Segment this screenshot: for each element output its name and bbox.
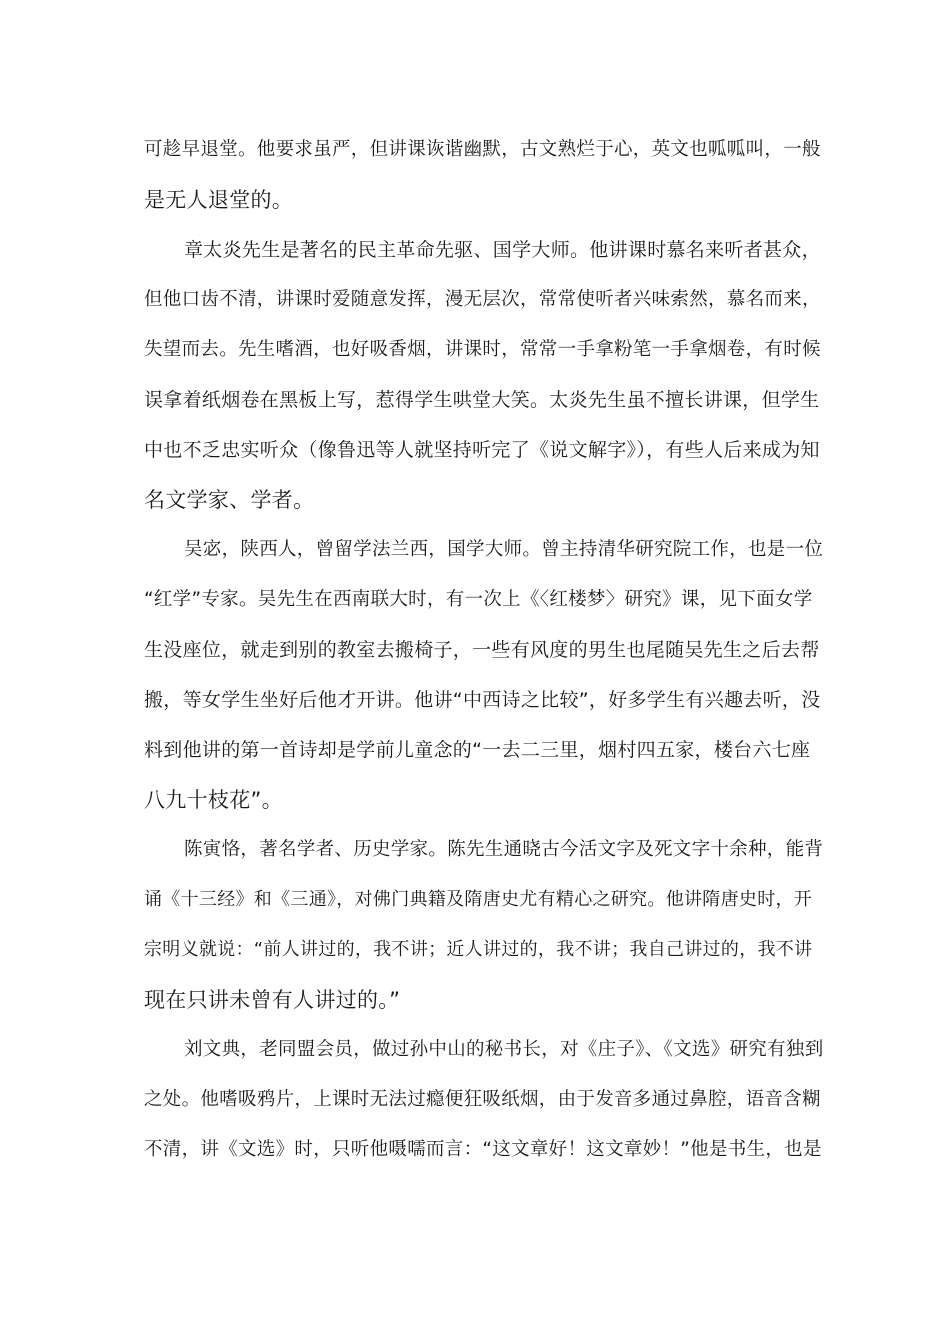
text-line: 可趁早退堂。他要求虽严，但讲课诙谐幽默，古文熟烂于心，英文也呱呱叫，一般 <box>144 139 821 160</box>
paragraph-start: 章太炎先生是著名的民主革命先驱、国学大师。他讲课时慕名来听者甚众， <box>184 239 821 261</box>
text-line: 料到他讲的第一首诗却是学前儿童念的“一去二三里，烟村四五家，楼台六七座 <box>144 739 811 761</box>
text-line: “红学”专家。吴先生在西南联大时，有一次上《〈红楼梦〉研究》课，见下面女学 <box>144 589 813 610</box>
text-line: 失望而去。先生嗜酒，也好吸香烟，讲课时，常常一手拿粉笔一手拿烟卷，有时候 <box>144 339 821 360</box>
paragraph-start: 吴宓，陕西人，曾留学法兰西，国学大师。曾主持清华研究院工作，也是一位 <box>184 539 824 560</box>
text-line: 之处。他嗜吸鸦片，上课时无法过瘾便狂吸纸烟，由于发音多通过鼻腔，语音含糊 <box>144 1089 821 1110</box>
text-line: 宗明义就说：“前人讲过的，我不讲；近人讲过的，我不讲；我自己讲过的，我不讲 <box>144 939 813 960</box>
text-line: 误拿着纸烟卷在黑板上写，惹得学生哄堂大笑。太炎先生虽不擅长讲课，但学生 <box>144 389 820 411</box>
text-line: 搬，等女学生坐好后他才开讲。他讲“中西诗之比较”，好多学生有兴趣去听，没 <box>144 689 821 711</box>
text-line: 诵《十三经》和《三通》，对佛门典籍及隋唐史尤有精心之研究。他讲隋唐史时，开 <box>144 889 813 910</box>
text-line: 现在只讲未曾有人讲过的。” <box>144 988 401 1012</box>
text-line: 不清，讲《文选》时，只听他嗫嚅而言：“这文章好！这文章妙！”他是书生，也是 <box>144 1139 822 1160</box>
text-line: 但他口齿不清，讲课时爱随意发挥，漫无层次，常常使听者兴味索然，慕名而来， <box>144 289 821 310</box>
text-line: 生没座位，就走到别的教室去搬椅子，一些有风度的男生也尾随吴先生之后去帮 <box>144 639 820 661</box>
paragraph-start: 陈寅恪，著名学者、历史学家。陈先生通晓古今活文字及死文字十余种，能背 <box>184 839 824 860</box>
text-line: 名文学家、学者。 <box>144 488 315 512</box>
text-line: 是无人退堂的。 <box>144 188 294 212</box>
paragraph-start: 刘文典，老同盟会员，做过孙中山的秘书长，对《庄子》、《文选》研究有独到 <box>184 1039 824 1060</box>
text-line: 中也不乏忠实听众（像鲁迅等人就坚持听完了《说文解字》），有些人后来成为知 <box>144 439 820 461</box>
text-line: 八九十枝花”。 <box>144 788 283 812</box>
